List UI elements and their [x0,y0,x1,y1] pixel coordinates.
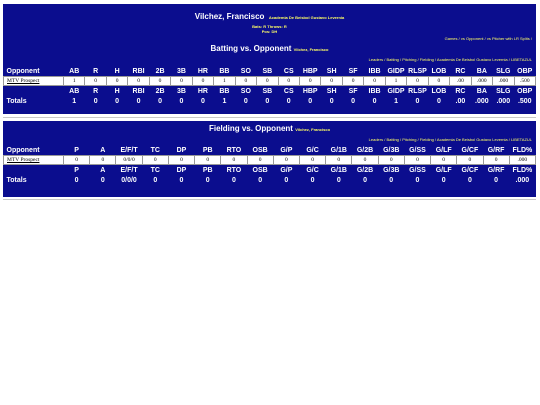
table-cell: 0 [106,96,127,106]
table-cell: 0 [247,156,273,165]
table-row [4,77,536,86]
fielding-header-row [4,145,536,156]
column-header: A [90,165,116,176]
column-header: IBB [364,86,385,97]
table-cell: 0 [106,77,127,86]
table-cell: 1 [214,96,235,106]
table-cell: 0 [457,175,483,185]
column-header: AB [64,86,85,97]
column-header: Opponent [4,145,64,156]
column-header: RBI [128,86,149,97]
table-cell: 0 [273,175,299,185]
table-cell: 0 [352,156,378,165]
batting-totals-row [4,96,536,106]
table-cell: 0 [192,96,213,106]
column-header: CS [278,86,299,97]
batting-nav-links[interactable]: Leaders / Batting / Pitching / Fielding / Academia De Beisbol Gustavo Levernia / LIBETAZUL [368,57,532,62]
table-cell: 0 [278,96,299,106]
table-cell: 0 [257,96,278,106]
table-cell: 0/0/0 [116,156,142,165]
column-header: SB [257,86,278,97]
table-cell: 1 [64,96,85,106]
column-header: E/F/T [116,145,142,156]
batting-table [3,66,536,106]
column-header: G/RF [483,145,509,156]
column-header: P [64,165,90,176]
column-header: PB [195,145,221,156]
table-cell: 0 [171,96,192,106]
player-academy: Academia De Beisbol Gustavo Levernia [268,15,345,20]
batting-panel [3,4,536,114]
column-header: E/F/T [116,165,142,176]
column-header: TC [142,165,168,176]
divider [3,199,536,200]
column-header: CS [278,66,299,77]
column-header: HBP [299,86,320,97]
fielding-title-text: Fielding vs. Opponent [208,124,293,133]
table-cell: 0 [404,156,430,165]
column-header: RTO [221,145,247,156]
column-header: G/P [273,165,299,176]
table-cell: 0/0/0 [116,175,142,185]
table-cell: 0 [273,156,299,165]
table-cell: .000 [471,96,492,106]
table-cell: 0 [85,77,106,86]
fielding-nav-links[interactable]: Leaders / Batting / Pitching / Fielding / Academia De Beisbol Gustavo Levernia / LIBETAZUL [368,137,532,142]
column-header: 3B [171,86,192,97]
column-header: A [90,145,116,156]
table-cell: 0 [431,175,457,185]
column-header: GIDP [385,66,406,77]
column-header: BB [214,66,235,77]
table-cell: 1 [385,77,406,86]
table-cell: 0 [299,175,325,185]
table-cell: 0 [342,96,363,106]
player-header [3,4,536,24]
table-cell: 0 [321,77,342,86]
batting-subtitle: Vilchez, Francisco [293,47,329,52]
table-cell: 0 [168,175,194,185]
column-header: RTO [221,165,247,176]
table-cell: .000 [509,175,535,185]
empty-header-cell [4,165,64,176]
table-cell: .000 [493,96,514,106]
table-cell: 1 [214,77,235,86]
table-cell: 0 [299,77,320,86]
column-header: G/LF [431,145,457,156]
table-cell: 1 [385,96,406,106]
column-header: OSB [247,145,273,156]
table-cell: 0 [64,175,90,185]
column-header: 2B [149,66,170,77]
column-header: G/3B [378,165,404,176]
table-cell: 0 [378,156,404,165]
divider [3,117,536,118]
column-header: G/LF [431,165,457,176]
column-header: LOB [428,86,449,97]
column-header: RC [450,86,471,97]
column-header: G/3B [378,145,404,156]
table-cell: 0 [142,175,168,185]
column-header: R [85,66,106,77]
column-header: H [106,86,127,97]
table-cell: 1 [64,77,85,86]
table-cell: 0 [168,156,194,165]
column-header: FLD% [509,145,535,156]
column-header: G/SS [404,165,430,176]
column-header: HR [192,86,213,97]
player-position: Pos: DH [261,29,278,34]
column-header: G/SS [404,145,430,156]
table-cell: 0 [364,77,385,86]
table-cell: 0 [431,156,457,165]
table-cell: 0 [90,156,116,165]
column-header: IBB [364,66,385,77]
table-row [4,156,536,165]
column-header: G/1B [326,145,352,156]
table-cell: .500 [514,96,535,106]
table-cell: 0 [407,96,428,106]
table-cell: 0 [149,96,170,106]
table-cell: 0 [428,96,449,106]
column-header: Opponent [4,66,64,77]
table-cell: 0 [142,156,168,165]
batting-title-text: Batting vs. Opponent [210,44,292,53]
column-header: TC [142,145,168,156]
column-header: G/C [299,145,325,156]
table-cell: 0 [378,175,404,185]
column-header: SF [342,66,363,77]
table-cell: 0 [326,175,352,185]
column-header: LOB [428,66,449,77]
column-header: H [106,66,127,77]
column-header: HR [192,66,213,77]
column-header: RC [450,66,471,77]
table-cell: 0 [278,77,299,86]
column-header: RLSP [408,87,427,95]
table-cell: 0 [192,77,213,86]
column-header: RLSP [408,67,427,75]
column-header: G/CF [457,165,483,176]
table-cell: 0 [64,156,90,165]
column-header: PB [195,165,221,176]
table-cell: 0 [247,175,273,185]
column-header: G/RF [483,165,509,176]
column-header: 2B [149,86,170,97]
column-header: G/C [299,165,325,176]
column-header: SO [235,66,256,77]
column-header: SF [342,86,363,97]
table-cell: 0 [321,96,342,106]
column-header: G/CF [457,145,483,156]
table-cell: 0 [90,175,116,185]
fielding-subheader-row [4,165,536,176]
column-header: SH [321,66,342,77]
column-header: OBP [514,66,535,77]
column-header: RBI [128,66,149,77]
batting-subheader-row [4,86,536,97]
table-cell: .00 [450,77,471,86]
table-cell: 0 [85,96,106,106]
table-cell: .000 [471,77,492,86]
table-cell: 0 [352,175,378,185]
table-cell: 0 [221,156,247,165]
table-cell: 0 [235,77,256,86]
column-header: G/1B [326,165,352,176]
table-cell: 0 [364,96,385,106]
column-header: GIDP [385,86,406,97]
column-header: G/2B [352,145,378,156]
fielding-title [3,121,536,133]
column-header: 3B [171,66,192,77]
table-cell: .00 [450,96,471,106]
table-cell: 0 [171,77,192,86]
batting-header-row [4,66,536,77]
table-cell: 0 [149,77,170,86]
column-header: OSB [247,165,273,176]
table-cell: 0 [457,156,483,165]
column-header: BB [214,86,235,97]
table-cell: 0 [235,96,256,106]
table-cell: 0 [195,156,221,165]
column-header: BA [471,86,492,97]
column-header: FLD% [509,165,535,176]
table-cell: 0 [483,175,509,185]
batting-title [3,44,536,53]
table-cell: 0 [257,77,278,86]
table-cell: 0 [299,156,325,165]
table-cell: 0 [428,77,449,86]
table-cell: 0 [299,96,320,106]
column-header: G/2B [352,165,378,176]
column-header: OBP [514,86,535,97]
column-header: P [64,145,90,156]
table-cell: 0 [128,96,149,106]
fielding-panel [3,121,536,197]
column-header: DP [168,165,194,176]
table-cell: 0 [342,77,363,86]
top-nav-links[interactable]: Games / vs Opponent / vs Pitcher with LR Splits / [444,36,532,41]
column-header: AB [64,66,85,77]
column-header: HBP [299,66,320,77]
table-cell: 0 [195,175,221,185]
empty-header-cell [4,86,64,97]
table-cell: 0 [404,175,430,185]
table-cell: .000 [493,77,514,86]
totals-label: Totals [4,175,64,185]
column-header: SH [321,86,342,97]
column-header: SO [235,86,256,97]
table-cell: 0 [221,175,247,185]
table-cell: 0 [483,156,509,165]
column-header: SLG [493,66,514,77]
table-cell: 0 [128,77,149,86]
opponent-link[interactable]: MTV Prospect [4,77,64,86]
totals-label: Totals [4,96,64,106]
fielding-table [3,145,536,185]
bats-throws: Bats: R Throws: R [252,24,287,29]
table-cell: .000 [509,156,535,165]
fielding-totals-row [4,175,536,185]
column-header: G/P [273,145,299,156]
player-name: Vilchez, Francisco [194,12,265,21]
column-header: R [85,86,106,97]
table-cell: 0 [326,156,352,165]
column-header: SB [257,66,278,77]
column-header: DP [168,145,194,156]
table-cell: 0 [407,77,428,86]
opponent-link[interactable]: MTV Prospect [4,156,64,165]
table-cell: .500 [514,77,535,86]
fielding-subtitle: Vilchez, Francisco [295,127,331,132]
column-header: SLG [493,86,514,97]
column-header: BA [471,66,492,77]
